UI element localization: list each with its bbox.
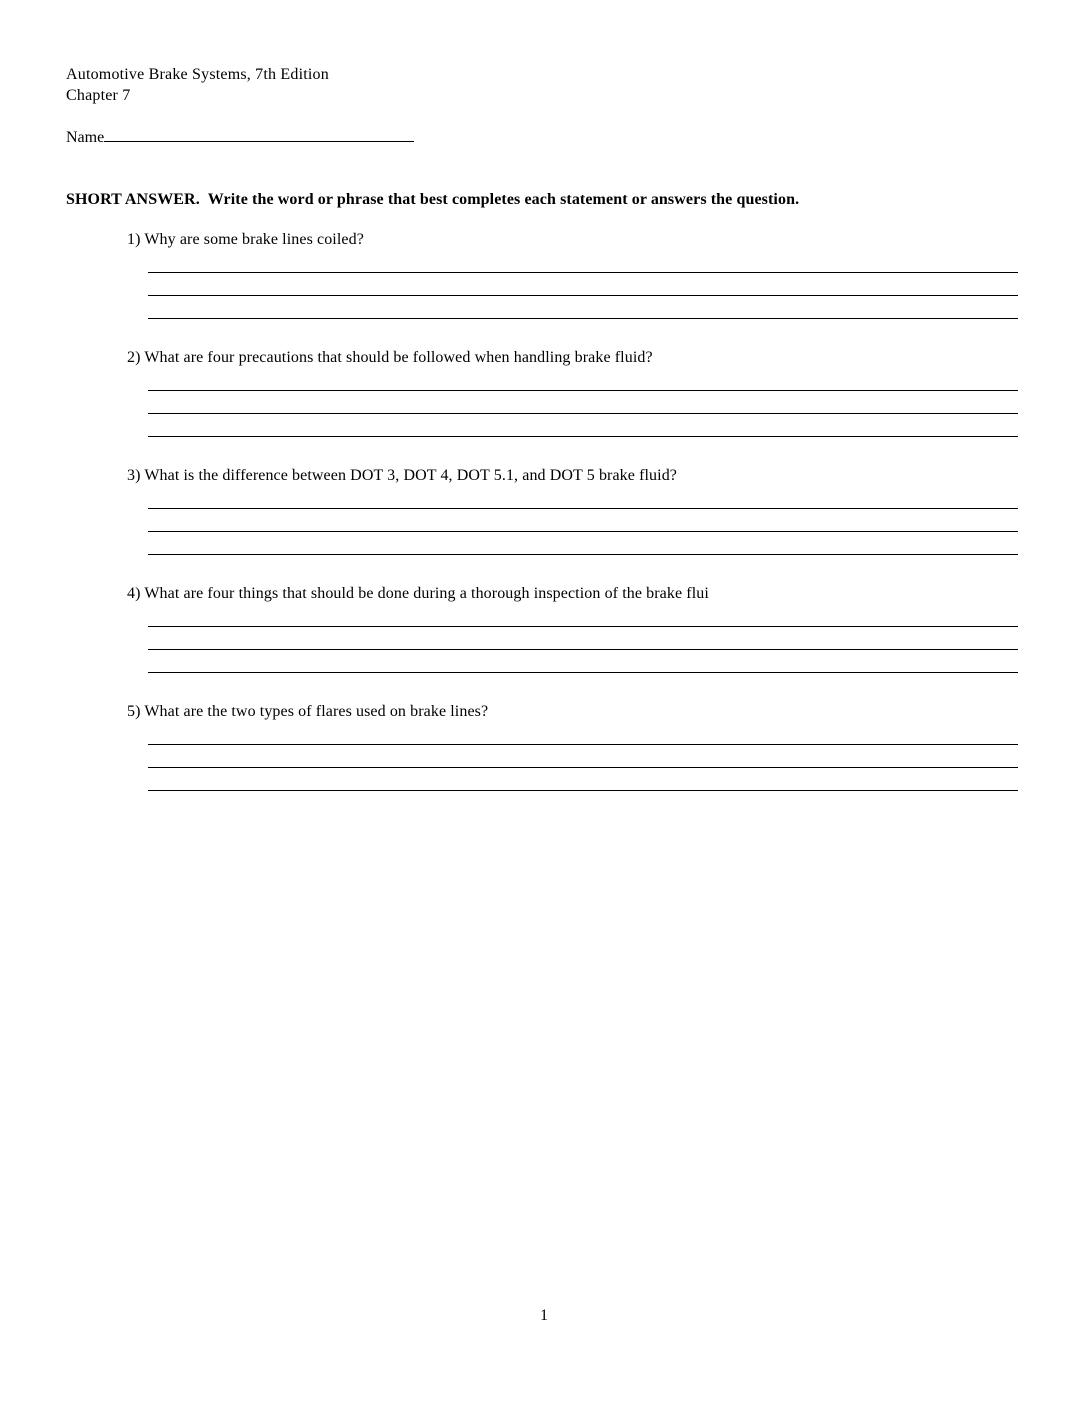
question-1-label: Why are some brake lines coiled? <box>144 231 364 248</box>
page-number: 1 <box>540 1307 548 1324</box>
question-5-label: What are the two types of flares used on brake lines? <box>144 703 489 720</box>
question-5-number: 5) <box>127 703 141 720</box>
question-5-answer-area <box>148 722 1018 791</box>
question-4-label: What are four things that should be done during a thorough inspection of the brake flui <box>144 585 709 602</box>
question-1 <box>66 230 1018 319</box>
book-title: Automotive Brake Systems, 7th Edition <box>66 66 329 83</box>
question-2-text <box>127 348 1018 368</box>
answer-blank-line[interactable] <box>148 745 1018 768</box>
question-4-number: 4) <box>127 585 141 602</box>
answer-blank-line[interactable] <box>148 509 1018 532</box>
answer-blank-line[interactable] <box>148 368 1018 391</box>
answer-blank-line[interactable] <box>148 532 1018 555</box>
question-1-text <box>127 230 1018 250</box>
question-5 <box>66 702 1018 791</box>
question-4 <box>66 584 1018 673</box>
question-3-label: What is the difference between DOT 3, DOT 4, DOT 5.1, and DOT 5 brake fluid? <box>144 467 677 484</box>
question-1-answer-area <box>148 250 1018 319</box>
question-4-text <box>127 584 1018 604</box>
question-2-label: What are four precautions that should be followed when handling brake fluid? <box>144 349 653 366</box>
answer-blank-line[interactable] <box>148 627 1018 650</box>
question-3 <box>66 466 1018 555</box>
answer-blank-line[interactable] <box>148 250 1018 273</box>
answer-blank-line[interactable] <box>148 486 1018 509</box>
question-1-number: 1) <box>127 231 141 248</box>
answer-blank-line[interactable] <box>148 722 1018 745</box>
question-2-answer-area <box>148 368 1018 437</box>
answer-blank-line[interactable] <box>148 650 1018 673</box>
question-2-number: 2) <box>127 349 141 366</box>
answer-blank-line[interactable] <box>148 391 1018 414</box>
name-row <box>66 126 1018 148</box>
chapter-title: Chapter 7 <box>66 87 131 104</box>
answer-blank-line[interactable] <box>148 414 1018 437</box>
answer-blank-line[interactable] <box>148 768 1018 791</box>
answer-blank-line[interactable] <box>148 604 1018 627</box>
question-2 <box>66 348 1018 437</box>
document-header <box>66 64 1018 106</box>
answer-blank-line[interactable] <box>148 273 1018 296</box>
section-heading: SHORT ANSWER. Write the word or phrase that best completes each statement or answers the question. <box>66 191 800 208</box>
name-label: Name <box>66 129 105 146</box>
question-3-answer-area <box>148 486 1018 555</box>
question-3-number: 3) <box>127 467 141 484</box>
question-5-text <box>127 702 1018 722</box>
question-3-text <box>127 466 1018 486</box>
name-blank-line[interactable] <box>104 126 414 142</box>
answer-blank-line[interactable] <box>148 296 1018 319</box>
question-4-answer-area <box>148 604 1018 673</box>
